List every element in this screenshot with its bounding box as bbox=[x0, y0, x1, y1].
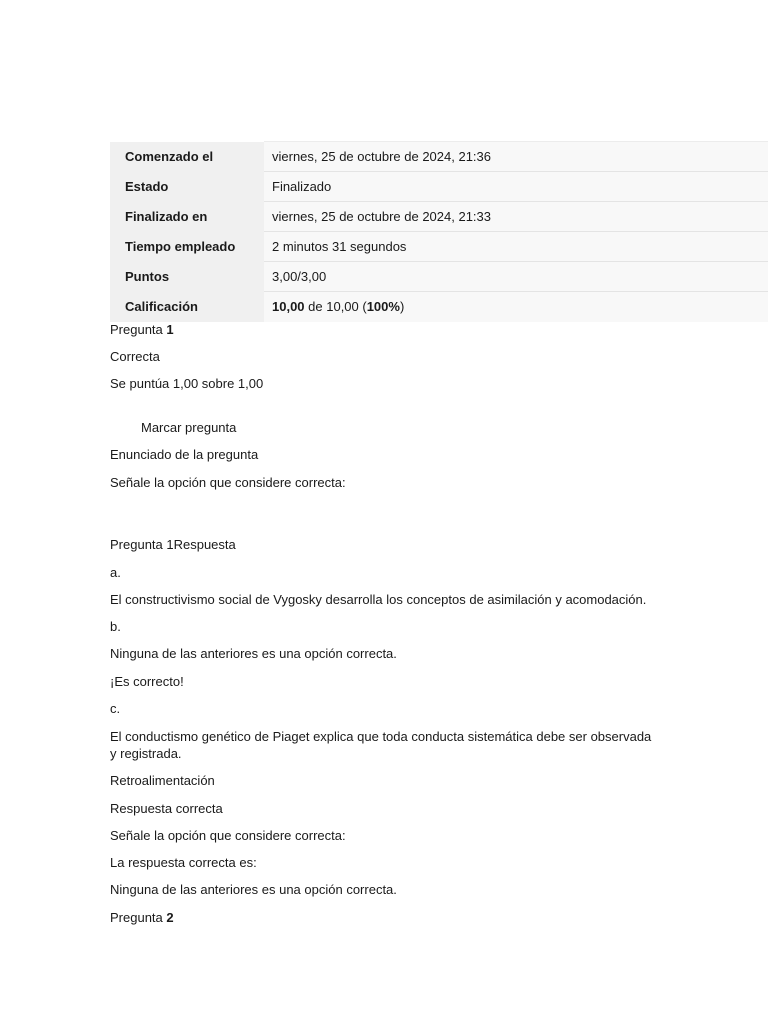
grade-end: ) bbox=[399, 299, 405, 315]
summary-grade-value bbox=[264, 292, 768, 322]
question-1-number bbox=[110, 321, 174, 338]
summary-label: Estado bbox=[110, 172, 264, 202]
attempt-summary-table bbox=[110, 141, 768, 322]
summary-label: Tiempo empleado bbox=[110, 232, 264, 262]
option-a-text[interactable]: El constructivismo social de Vygosky desarrolla los conceptos de asimilación y acomodación. bbox=[110, 592, 647, 607]
summary-label: Finalizado en bbox=[110, 202, 264, 232]
summary-label: Comenzado el bbox=[110, 142, 264, 172]
summary-value: viernes, 25 de octubre de 2024, 21:36 bbox=[264, 142, 768, 172]
question-statement-heading: Enunciado de la pregunta bbox=[110, 447, 259, 462]
option-a-letter[interactable]: a. bbox=[110, 565, 121, 580]
feedback-prompt: Señale la opción que considere correcta: bbox=[110, 828, 346, 843]
question-number-value: 1 bbox=[166, 322, 174, 337]
option-c-text[interactable]: El conductismo genético de Piaget explica que toda conducta sistemática debe ser observada y registrada. bbox=[110, 729, 652, 761]
answer-heading: Pregunta 1Respuesta bbox=[110, 537, 236, 552]
summary-label: Puntos bbox=[110, 262, 264, 292]
correct-answer-text: Ninguna de las anteriores es una opción correcta. bbox=[110, 882, 397, 897]
question-prompt: Señale la opción que considere correcta: bbox=[110, 475, 346, 490]
flag-question-link[interactable]: Marcar pregunta bbox=[141, 420, 237, 435]
question-1-state: Correcta bbox=[110, 349, 160, 364]
summary-row-finished bbox=[110, 202, 768, 232]
grade-middle: de 10,00 ( bbox=[304, 299, 367, 315]
summary-value: 2 minutos 31 segundos bbox=[264, 232, 768, 262]
summary-label: Calificación bbox=[110, 292, 264, 322]
question-number-value: 2 bbox=[166, 910, 174, 925]
feedback-heading: Retroalimentación bbox=[110, 773, 215, 788]
grade-score: 10,00 bbox=[272, 299, 305, 315]
option-b-letter[interactable]: b. bbox=[110, 619, 121, 634]
summary-value: Finalizado bbox=[264, 172, 768, 202]
option-c-letter[interactable]: c. bbox=[110, 701, 121, 716]
summary-row-grade bbox=[110, 292, 768, 322]
summary-row-points bbox=[110, 262, 768, 292]
summary-row-started bbox=[110, 142, 768, 172]
question-number-prefix: Pregunta bbox=[110, 322, 167, 337]
question-number-prefix: Pregunta bbox=[110, 910, 167, 925]
summary-value: 3,00/3,00 bbox=[264, 262, 768, 292]
question-1-score: Se puntúa 1,00 sobre 1,00 bbox=[110, 376, 264, 391]
option-b-text[interactable]: Ninguna de las anteriores es una opción correcta. bbox=[110, 646, 397, 661]
option-b-feedback: ¡Es correcto! bbox=[110, 674, 184, 689]
summary-value: viernes, 25 de octubre de 2024, 21:33 bbox=[264, 202, 768, 232]
grade-percent: 100% bbox=[366, 299, 400, 315]
feedback-result: Respuesta correcta bbox=[110, 801, 223, 816]
summary-row-time bbox=[110, 232, 768, 262]
summary-row-state bbox=[110, 172, 768, 202]
correct-answer-intro: La respuesta correcta es: bbox=[110, 855, 257, 870]
question-2-number bbox=[110, 909, 174, 926]
